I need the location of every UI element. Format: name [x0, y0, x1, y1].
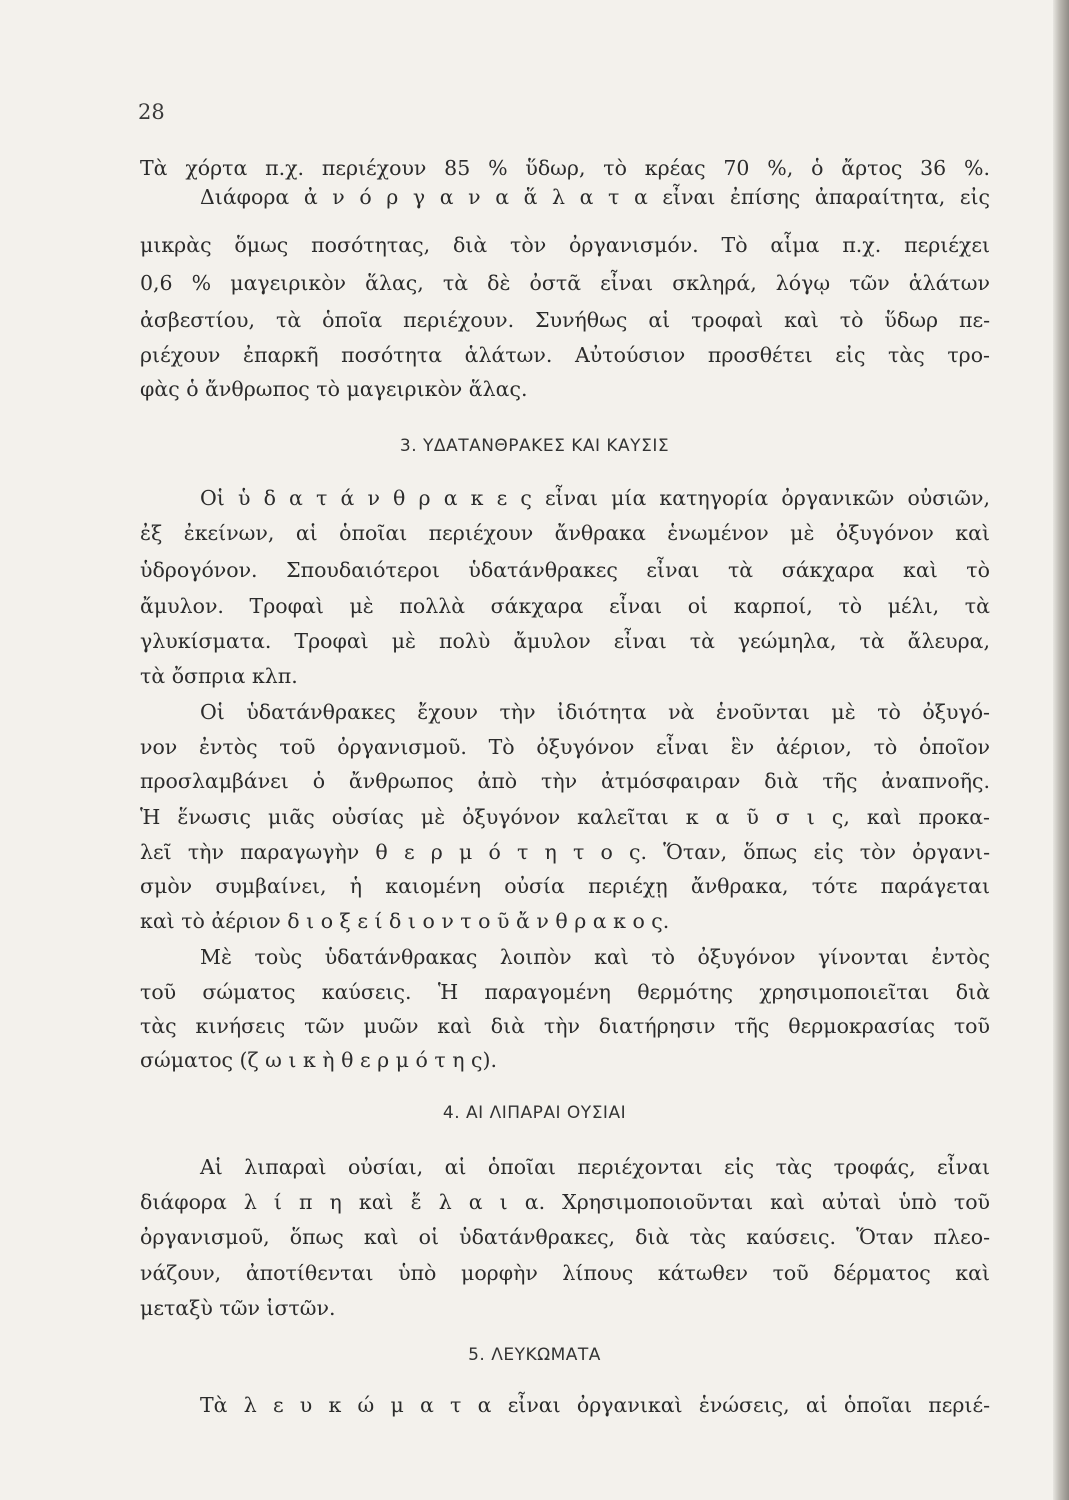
- text-line: Τὰ λ ε υ κ ώ μ α τ α εἶναι ὀργανικαὶ ἑνώσεις, αἱ ὁποῖαι περιέ-: [200, 1393, 990, 1417]
- text-line: σμὸν συμβαίνει, ἡ καιομένη οὐσία περιέχῃ ἄνθρακα, τότε παράγεται: [140, 874, 990, 898]
- text-line: ἀσβεστίου, τὰ ὁποῖα περιέχουν. Συνήθως αἱ τροφαὶ καὶ τὸ ὕδωρ πε-: [140, 308, 990, 332]
- text-line: ἐξ ἐκείνων, αἱ ὁποῖαι περιέχουν ἄνθρακα ἑνωμένον μὲ ὀξυγόνον καὶ: [140, 521, 990, 545]
- text-line: νον ἐντὸς τοῦ ὀργανισμοῦ. Τὸ ὀξυγόνον εἶναι ἓν ἀέριον, τὸ ὁποῖον: [140, 735, 990, 759]
- text-line: σώματος (ζ ω ι κ ὴ θ ε ρ μ ό τ η ς).: [140, 1048, 498, 1072]
- text-line: καὶ τὸ ἀέριον δ ι ο ξ ε ί δ ι ο ν τ ο ῦ ἄ ν θ ρ α κ ο ς.: [140, 909, 670, 933]
- text-line: μεταξὺ τῶν ἱστῶν.: [140, 1296, 336, 1320]
- text-line: νάζουν, ἀποτίθενται ὑπὸ μορφὴν λίπους κάτωθεν τοῦ δέρματος καὶ: [140, 1261, 990, 1285]
- text-line: Οἱ ὑ δ α τ ά ν θ ρ α κ ε ς εἶναι μία κατηγορία ὀργανικῶν οὐσιῶν,: [200, 486, 990, 510]
- text-line: τὰς κινήσεις τῶν μυῶν καὶ διὰ τὴν διατήρησιν τῆς θερμοκρασίας τοῦ: [140, 1014, 990, 1038]
- text-line: Ἡ ἕνωσις μιᾶς οὐσίας μὲ ὀξυγόνον καλεῖται κ α ῦ σ ι ς, καὶ προκα-: [140, 805, 990, 829]
- text-line: διάφορα λ ί π η καὶ ἔ λ α ι α. Χρησιμοποιοῦνται καὶ αὐταὶ ὑπὸ τοῦ: [140, 1190, 990, 1214]
- text-line: 0,6 % μαγειρικὸν ἅλας, τὰ δὲ ὀστᾶ εἶναι σκληρά, λόγῳ τῶν ἁλάτων: [140, 271, 990, 295]
- text-line: ἄμυλον. Τροφαὶ μὲ πολλὰ σάκχαρα εἶναι οἱ καρποί, τὸ μέλι, τὰ: [140, 594, 990, 618]
- text-line: Μὲ τοὺς ὑδατάνθρακας λοιπὸν καὶ τὸ ὀξυγόνον γίνονται ἐντὸς: [200, 945, 990, 969]
- section-heading: 4. ΑΙ ΛΙΠΑΡΑΙ ΟΥΣΙΑΙ: [442, 1103, 627, 1123]
- text-line: προσλαμβάνει ὁ ἄνθρωπος ἀπὸ τὴν ἀτμόσφαιραν διὰ τῆς ἀναπνοῆς.: [140, 769, 990, 793]
- text-line: ὀργανισμοῦ, ὅπως καὶ οἱ ὑδατάνθρακες, διὰ τὰς καύσεις. Ὅταν πλεο-: [140, 1225, 990, 1249]
- page-number: 28: [138, 100, 165, 124]
- text-line: λεῖ τὴν παραγωγὴν θ ε ρ μ ό τ η τ ο ς. Ὅταν, ὅπως εἰς τὸν ὀργανι-: [140, 840, 990, 864]
- text-line: φὰς ὁ ἄνθρωπος τὸ μαγειρικὸν ἅλας.: [140, 377, 528, 401]
- text-line: Τὰ χόρτα π.χ. περιέχουν 85 % ὕδωρ, τὸ κρέας 70 %, ὁ ἄρτος 36 %.: [140, 156, 990, 180]
- text-line: ὑδρογόνον. Σπουδαιότεροι ὑδατάνθρακες εἶναι τὰ σάκχαρα καὶ τὸ: [140, 558, 990, 582]
- text-line: Αἱ λιπαραὶ οὐσίαι, αἱ ὁποῖαι περιέχονται εἰς τὰς τροφάς, εἶναι: [200, 1155, 990, 1179]
- text-line: μικρὰς ὅμως ποσότητας, διὰ τὸν ὀργανισμόν. Τὸ αἷμα π.χ. περιέχει: [140, 233, 990, 257]
- section-heading: 3. ΥΔΑΤΑΝΘΡΑΚΕΣ ΚΑΙ ΚΑΥΣΙΣ: [399, 436, 670, 456]
- section-heading: 5. ΛΕΥΚΩΜΑΤΑ: [468, 1345, 601, 1365]
- text-line: ριέχουν ἐπαρκῆ ποσότητα ἁλάτων. Αὐτούσιον προσθέτει εἰς τὰς τρο-: [140, 343, 990, 367]
- text-line: τοῦ σώματος καύσεις. Ἡ παραγομένη θερμότης χρησιμοποιεῖται διὰ: [140, 980, 990, 1004]
- page-edge-shadow: [1053, 0, 1069, 1500]
- text-line: Διάφορα ἀ ν ό ρ γ α ν α ἅ λ α τ α εἶναι ἐπίσης ἀπαραίτητα, εἰς: [200, 185, 990, 209]
- text-line: γλυκίσματα. Τροφαὶ μὲ πολὺ ἄμυλον εἶναι τὰ γεώμηλα, τὰ ἄλευρα,: [140, 629, 990, 653]
- text-line: Οἱ ὑδατάνθρακες ἔχουν τὴν ἰδιότητα νὰ ἑνοῦνται μὲ τὸ ὀξυγό-: [200, 700, 990, 724]
- text-line: τὰ ὄσπρια κλπ.: [140, 664, 298, 688]
